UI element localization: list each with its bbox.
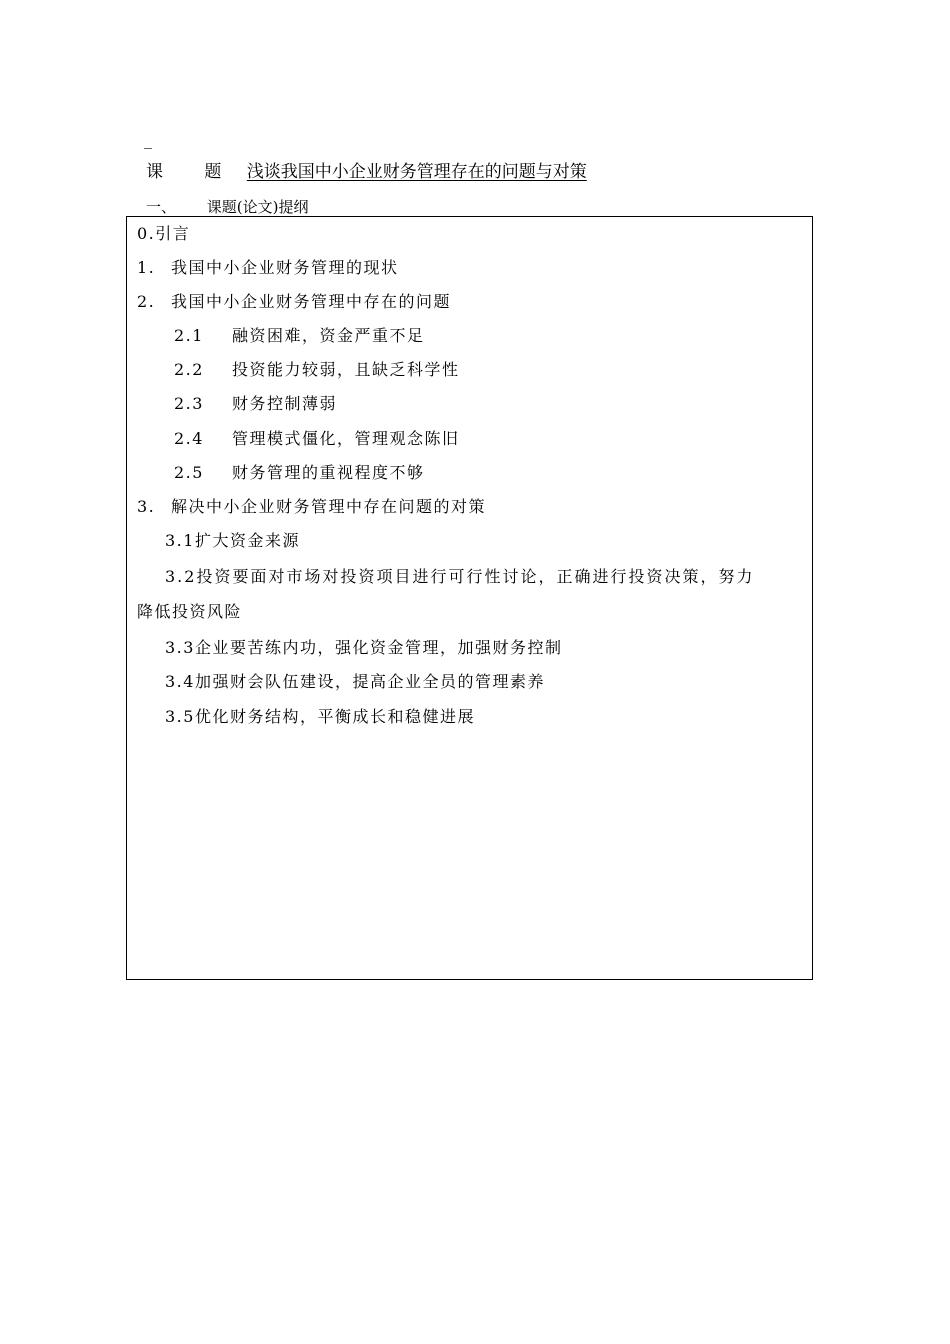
outline-item-2-number: 2. — [137, 292, 156, 311]
topic-row — [146, 160, 587, 184]
topic-label: 课 题 — [146, 162, 240, 182]
outline-subitem — [174, 429, 460, 449]
outline-subitem: 3.4加强财会队伍建设，提高企业全员的管理素养 — [165, 672, 545, 691]
outline-subitem: 3.2投资要面对市场对投资项目进行可行性讨论，正确进行投资决策，努力 — [165, 567, 755, 586]
outline-item-2 — [137, 292, 451, 312]
outline-item-1 — [137, 258, 399, 278]
topic-title: 浅谈我国中小企业财务管理存在的问题与对策 — [246, 162, 587, 182]
outline-subitem — [174, 360, 460, 380]
section-number: 一、 — [146, 198, 177, 216]
outline-subitem — [174, 463, 425, 483]
outline-subitem-text: 财务管理的重视程度不够 — [232, 463, 425, 482]
outline-box — [126, 216, 813, 980]
outline-subitem: 3.5优化财务结构，平衡成长和稳健进展 — [165, 707, 475, 726]
outline-subitem — [174, 394, 337, 414]
section-heading — [146, 196, 309, 218]
section-title: 课题(论文)提纲 — [206, 198, 309, 216]
outline-item-3-number: 3. — [137, 497, 156, 516]
outline-subitem-text: 融资困难，资金严重不足 — [232, 326, 425, 345]
outline-subitem-number: 2.2 — [174, 360, 204, 379]
outline-item-1-text: 我国中小企业财务管理的现状 — [171, 258, 399, 277]
outline-subitem-text: 财务控制薄弱 — [232, 394, 338, 413]
outline-subitem: 3.3企业要苦练内功，强化资金管理，加强财务控制 — [165, 638, 563, 657]
header-dash: _ — [144, 130, 152, 149]
outline-subitem-number: 2.4 — [174, 429, 204, 448]
outline-subitem-number: 2.1 — [174, 326, 204, 345]
outline-subitem-text: 管理模式僵化，管理观念陈旧 — [232, 429, 460, 448]
outline-subitem — [174, 326, 425, 346]
outline-subitem-text: 投资能力较弱，且缺乏科学性 — [232, 360, 460, 379]
outline-item-3-text: 解决中小企业财务管理中存在问题的对策 — [171, 497, 487, 516]
outline-subitem-number: 2.5 — [174, 463, 204, 482]
outline-subitem-continuation: 降低投资风险 — [137, 602, 243, 621]
outline-subitem: 3.1扩大资金来源 — [165, 531, 300, 550]
outline-item-2-text: 我国中小企业财务管理中存在的问题 — [171, 292, 452, 311]
outline-item-1-number: 1. — [137, 258, 156, 277]
outline-intro: 0.引言 — [137, 224, 191, 243]
outline-subitem-number: 2.3 — [174, 394, 204, 413]
outline-item-3 — [137, 497, 486, 517]
